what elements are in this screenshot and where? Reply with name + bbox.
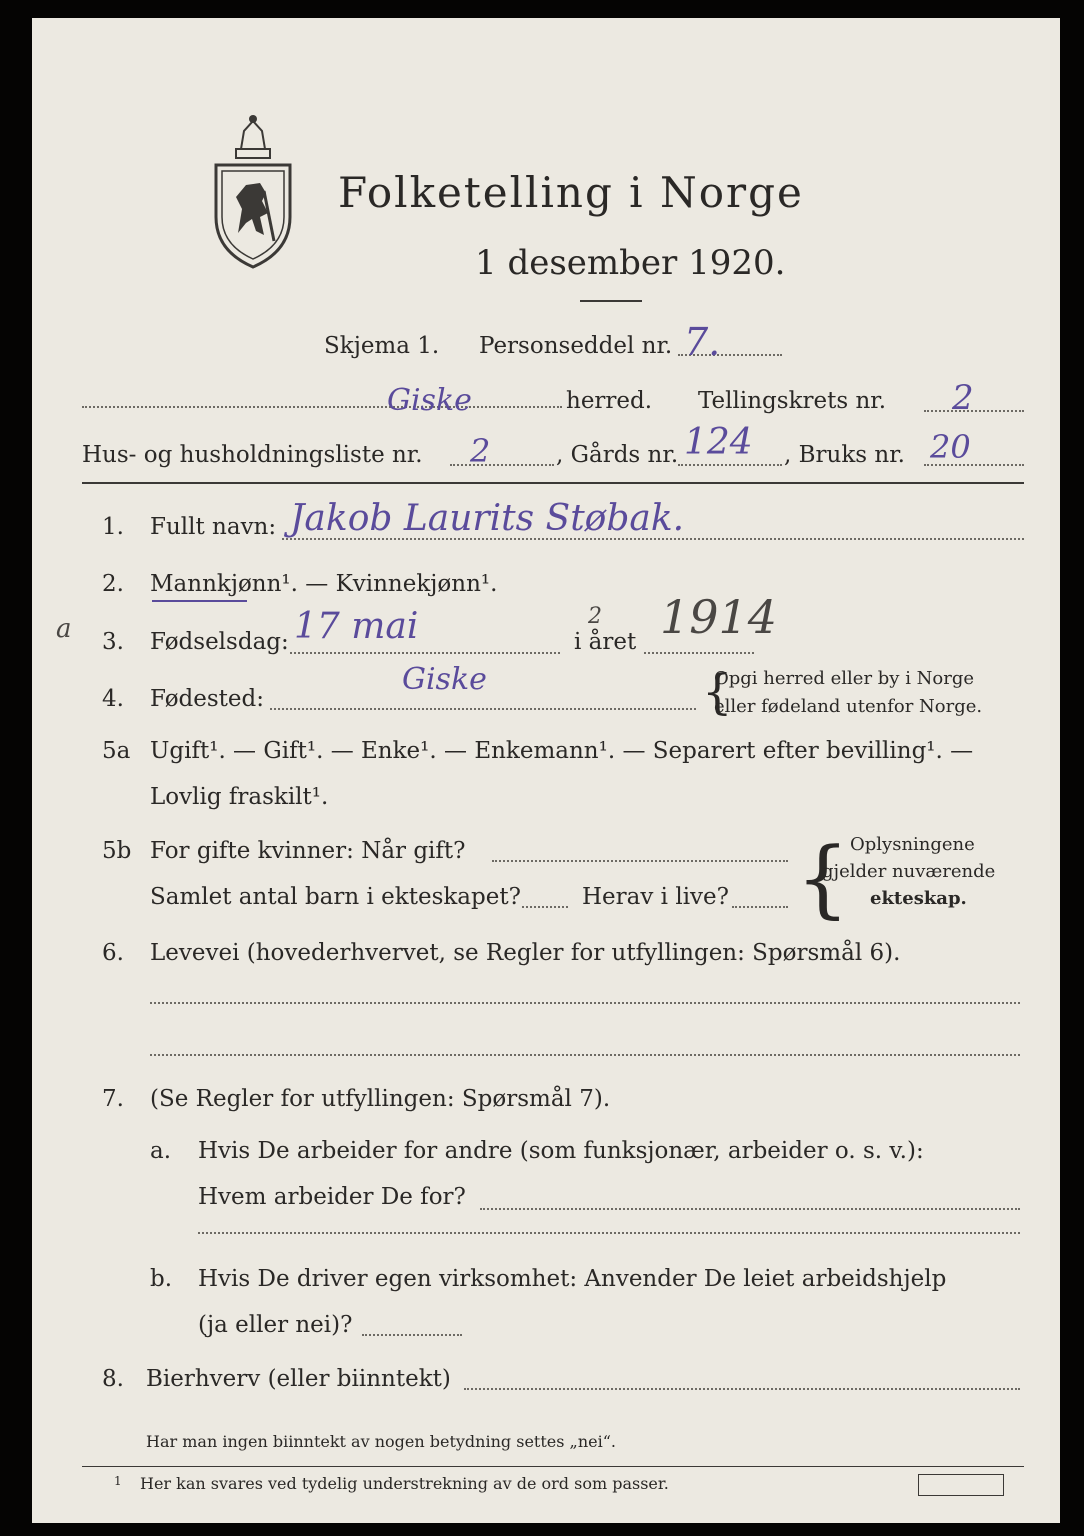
q8-label: Bierhverv (eller biinntekt) <box>146 1366 451 1392</box>
q5b-alive-label: Herav i live? <box>582 884 729 910</box>
q7a-label: Hvis De arbeider for andre (som funksjonær, arbeider o. s. v.): <box>198 1138 924 1164</box>
q3-year-line <box>644 652 754 654</box>
bruks-label: , Bruks nr. <box>784 442 905 468</box>
q3-year-pencil-mark: 2 <box>588 604 602 629</box>
husholdningsliste-value: 2 <box>470 432 491 470</box>
q5b-number: 5b <box>102 838 132 864</box>
q5b-alive-line <box>732 906 788 908</box>
title-divider <box>580 300 642 302</box>
q3-label: Fødselsdag: <box>150 629 289 655</box>
q5b-children-label: Samlet antal barn i ekteskapet? <box>150 884 521 910</box>
q1-name-value: Jakob Laurits Støbak. <box>290 498 685 539</box>
q3-day-line <box>290 652 560 654</box>
footer-note: Har man ingen biinntekt av nogen betydning settes „nei“. <box>146 1432 616 1451</box>
footer-divider <box>82 1466 1024 1467</box>
q5b-note-line2: gjelder nuværende <box>822 861 996 882</box>
q7b-letter: b. <box>150 1266 173 1292</box>
q2-number: 2. <box>102 571 124 597</box>
q2-label: Mannkjønn¹. — Kvinnekjønn¹. <box>150 571 498 597</box>
q7a-letter: a. <box>150 1138 172 1164</box>
gards-label: , Gårds nr. <box>556 442 679 468</box>
q4-note-line2: eller fødeland utenfor Norge. <box>714 696 983 717</box>
footnote-marker: 1 <box>114 1474 122 1488</box>
herred-line <box>82 406 562 408</box>
husholdningsliste-label: Hus- og husholdningsliste nr. <box>82 442 423 468</box>
printer-stamp <box>918 1474 1004 1496</box>
q7b-label: Hvis De driver egen virksomhet: Anvender De leiet arbeidshjelp <box>198 1266 947 1292</box>
q5b-note-line3: ekteskap. <box>870 888 967 909</box>
q5b-note-line1: Oplysningene <box>850 834 975 855</box>
q4-note-line1: Opgi herred eller by i Norge <box>714 668 975 689</box>
q3-number: 3. <box>102 629 124 655</box>
q1-number: 1. <box>102 514 124 540</box>
q6-number: 6. <box>102 940 124 966</box>
q4-brace: { <box>702 664 733 720</box>
q7a-employer-label: Hvem arbeider De for? <box>198 1184 466 1210</box>
q5b-children-line <box>522 906 568 908</box>
form-title: Folketelling i Norge <box>338 168 804 217</box>
q8-number: 8. <box>102 1366 124 1392</box>
gards-value: 124 <box>684 422 753 463</box>
personseddel-value: 7. <box>684 320 721 364</box>
skjema-label: Skjema 1. <box>324 333 440 359</box>
header-divider <box>82 482 1024 484</box>
q7a-extra-line <box>198 1232 1020 1234</box>
tellingskrets-label: Tellingskrets nr. <box>698 388 887 414</box>
q7a-employer-line <box>480 1208 1020 1210</box>
q7b-answer-line <box>362 1334 462 1336</box>
personseddel-label: Personseddel nr. <box>479 333 673 359</box>
q3-pencil-mark: a <box>56 614 72 644</box>
herred-value: Giske <box>387 383 472 418</box>
footnote-text: Her kan svares ved tydelig understrekning av de ord som passer. <box>140 1474 669 1493</box>
bruks-value: 20 <box>930 428 971 466</box>
q4-number: 4. <box>102 686 124 712</box>
census-form <box>32 18 1060 1523</box>
gards-line <box>678 464 782 466</box>
q5a-options: Ugift¹. — Gift¹. — Enke¹. — Enkemann¹. — Separert efter bevilling¹. — <box>150 738 974 764</box>
q3-day-value: 17 mai <box>294 606 419 647</box>
q1-label: Fullt navn: <box>150 514 277 540</box>
norway-coat-of-arms-emblem <box>208 113 298 271</box>
q3-year-label: i året <box>574 629 637 655</box>
tellingskrets-value: 2 <box>952 378 974 418</box>
tellingskrets-line <box>924 410 1024 412</box>
q6-line2 <box>150 1054 1020 1056</box>
q6-label: Levevei (hovederhvervet, se Regler for utfyllingen: Spørsmål 6). <box>150 940 901 966</box>
q7b-answer-label: (ja eller nei)? <box>198 1312 353 1338</box>
q5a-options-cont: Lovlig fraskilt¹. <box>150 784 329 810</box>
q4-line <box>270 708 696 710</box>
q4-label: Fødested: <box>150 686 265 712</box>
q6-line1 <box>150 1002 1020 1004</box>
q5a-number: 5a <box>102 738 131 764</box>
q7-label: (Se Regler for utfyllingen: Spørsmål 7). <box>150 1086 611 1112</box>
q3-year-value: 1914 <box>660 590 778 644</box>
q8-line <box>464 1388 1020 1390</box>
husholdningsliste-line <box>450 464 554 466</box>
q5b-brace: { <box>796 829 850 927</box>
q7-number: 7. <box>102 1086 124 1112</box>
q5b-married-line <box>492 860 788 862</box>
herred-label: herred. <box>566 388 653 414</box>
q5b-married-label: For gifte kvinner: Når gift? <box>150 838 466 864</box>
q4-value: Giske <box>402 662 487 697</box>
q2-mannkjonn-underline <box>152 600 247 602</box>
form-date: 1 desember 1920. <box>475 243 786 283</box>
